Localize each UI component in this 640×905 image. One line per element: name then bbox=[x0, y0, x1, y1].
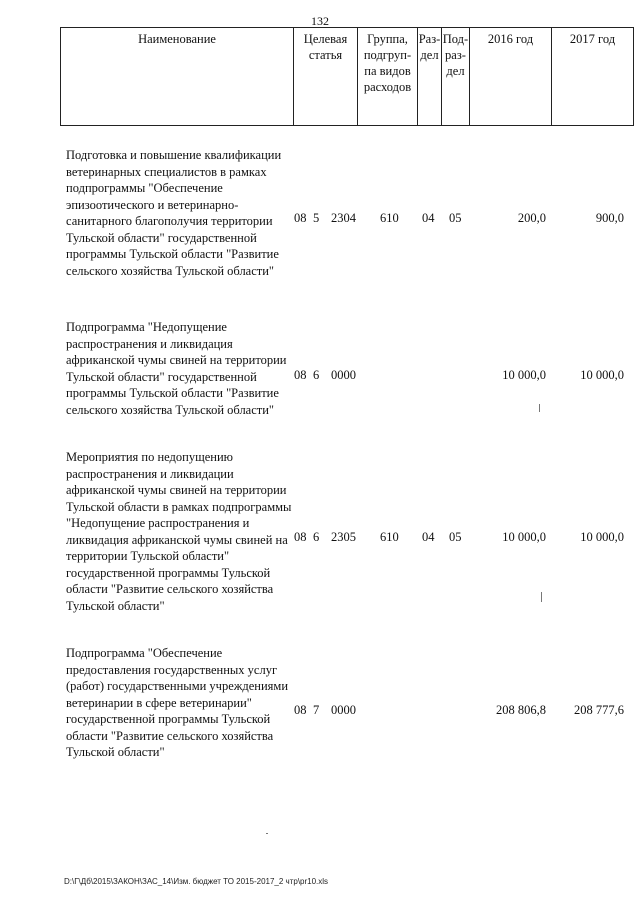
row-expense-group: 610 bbox=[380, 530, 399, 544]
scan-speck bbox=[541, 592, 542, 602]
row-subprogram-code: 5 bbox=[313, 211, 320, 225]
header-subsection bbox=[442, 28, 470, 125]
row-value-2016: 10 000,0 bbox=[502, 368, 546, 382]
header-subsection-line: раз- bbox=[445, 48, 466, 62]
row-article-code: 2305 bbox=[331, 530, 356, 544]
row-program-code: 08 bbox=[294, 703, 307, 717]
row-article-code: 0000 bbox=[331, 703, 356, 717]
row-name: Подпрограмма "Недопущение распространения и ликвидация африканской чумы свиней на территории Тульской области" государственной программы Тульской области "Развитие сельского хозяйства Тульской области" bbox=[66, 320, 287, 417]
row-value-2016: 208 806,8 bbox=[496, 703, 546, 717]
header-target-line: статья bbox=[308, 48, 343, 62]
header-name bbox=[61, 28, 294, 125]
header-subsection-line: дел bbox=[446, 64, 465, 78]
header-year-2016 bbox=[470, 28, 552, 125]
scan-speck bbox=[266, 833, 268, 834]
header-group-line: па видов bbox=[364, 64, 411, 78]
file-path-footer: D:\Г\Дб\2015\ЗАКОН\ЗАС_14\Изм. бюджет ТО 2015-2017_2 чтр\pr10.xls bbox=[64, 877, 329, 886]
header-section-line: дел bbox=[420, 48, 439, 62]
page-number: 132 bbox=[311, 14, 329, 28]
row-value-2017: 10 000,0 bbox=[580, 530, 624, 544]
row-subprogram-code: 6 bbox=[313, 368, 320, 382]
header-year-2016-label: 2016 год bbox=[487, 32, 534, 46]
header-subsection-line: Под- bbox=[442, 32, 469, 46]
scan-speck bbox=[539, 404, 540, 412]
row-program-code: 08 bbox=[294, 368, 307, 382]
header-name-label: Наименование bbox=[138, 32, 216, 46]
row-value-2017: 10 000,0 bbox=[580, 368, 624, 382]
row-subsection: 05 bbox=[449, 530, 462, 544]
row-program-code: 08 bbox=[294, 530, 307, 544]
header-section-line: Раз- bbox=[418, 32, 441, 46]
row-subprogram-code: 7 bbox=[313, 703, 320, 717]
row-name: Мероприятия по недопущению распространения и ликвидации африканской чумы свиней на территории Тульской области в рамках подпрограммы "Недопущение распространения и ликвидация африканской чумы свиней на территории Тульской области" государственной программы Тульской области "Развитие сельского хозяйства Тульской области" bbox=[66, 450, 292, 613]
header-section bbox=[418, 28, 442, 125]
row-subprogram-code: 6 bbox=[313, 530, 320, 544]
row-name: Подготовка и повышение квалификации ветеринарных специалистов в рамках подпрограммы "Обеспечение эпизоотического и ветеринарно-санитарного благополучия территории Тульской области" государственной программы Тульской области "Развитие сельского хозяйства Тульской области" bbox=[66, 148, 282, 278]
header-target-line: Целевая bbox=[303, 32, 348, 46]
header-year-2017-label: 2017 год bbox=[569, 32, 616, 46]
row-value-2016: 200,0 bbox=[517, 211, 546, 225]
row-subsection: 05 bbox=[449, 211, 462, 225]
header-expense-group bbox=[358, 28, 418, 125]
header-group-line: Группа, bbox=[367, 32, 408, 46]
header-target-article bbox=[294, 28, 358, 125]
row-expense-group: 610 bbox=[380, 211, 399, 225]
table-header bbox=[60, 27, 634, 126]
header-year-2017 bbox=[552, 28, 633, 125]
header-group-line: расходов bbox=[363, 80, 412, 94]
row-value-2017: 900,0 bbox=[595, 211, 624, 225]
row-article-code: 0000 bbox=[331, 368, 356, 382]
row-value-2016: 10 000,0 bbox=[502, 530, 546, 544]
row-section: 04 bbox=[422, 530, 435, 544]
row-value-2017: 208 777,6 bbox=[574, 703, 624, 717]
row-article-code: 2304 bbox=[331, 211, 356, 225]
row-program-code: 08 bbox=[294, 211, 307, 225]
row-section: 04 bbox=[422, 211, 435, 225]
row-name: Подпрограмма "Обеспечение предоставления государственных услуг (работ) государственными учреждениями ветеринарии в сфере ветеринарии" государственной программы Тульской области "Развитие сельского хозяйства Тульской области" bbox=[66, 646, 289, 759]
header-group-line: подгруп- bbox=[363, 48, 412, 62]
